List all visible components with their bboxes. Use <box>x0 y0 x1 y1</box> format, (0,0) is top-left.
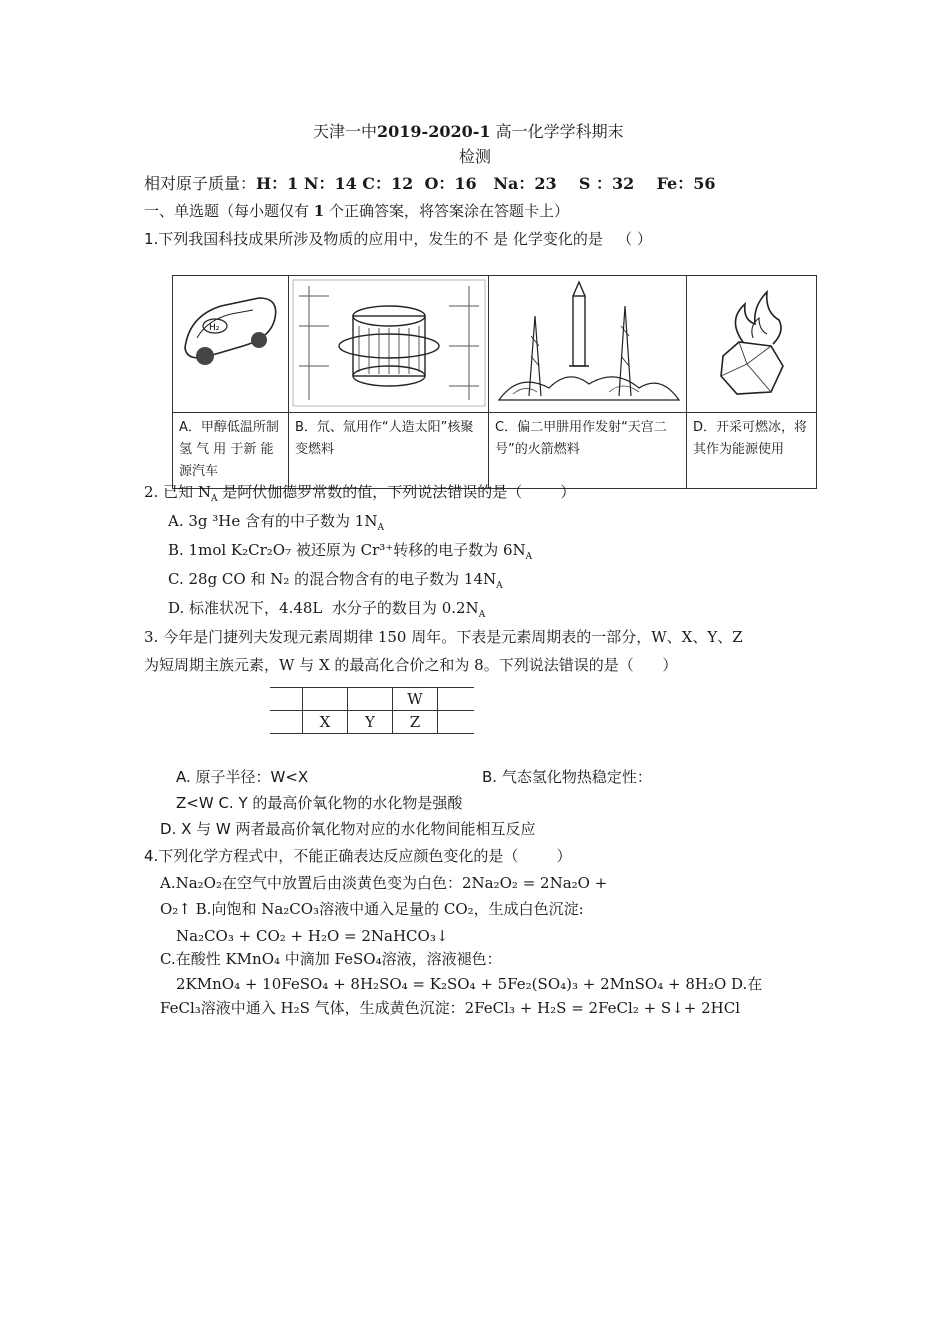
atomic-mass-label: 相对原子质量： <box>144 174 257 193</box>
q2-option-a-sub: A <box>377 523 384 533</box>
pt-cell <box>303 688 348 711</box>
section-text-c: 个正确答案，将答案涂在答题卡上） <box>324 202 569 220</box>
option-c-caption <box>489 412 687 488</box>
pt-cell-w: W <box>393 688 438 711</box>
q1-options-table <box>172 275 817 489</box>
option-b-picture <box>289 276 489 413</box>
option-b-text: B．氘、氚用作“人造太阳”核聚变燃料 <box>295 419 474 457</box>
pt-cell <box>270 711 303 734</box>
option-b-caption <box>289 412 489 488</box>
page-title <box>313 122 624 142</box>
q3-stem-line1: 3. 今年是门捷列夫发现元素周期律 150 周年。下表是元素周期表的一部分，W、X、Y、Z <box>144 628 743 646</box>
q4-line-6: FeCl₃溶液中通入 H₂S 气体，生成黄色沉淀：2FeCl₃ + H₂S = 2FeCl₂ + S↓+ 2HCl <box>160 999 741 1017</box>
option-d-text: D．开采可燃冰，将其作为能源使用 <box>693 419 808 457</box>
option-d-picture <box>687 276 817 413</box>
q2-stem-b: 是阿伏伽德罗常数的值，下列说法错误的是（ ） <box>217 483 576 501</box>
option-c-text: C．偏二甲肼用作发射“天宫二号”的火箭燃料 <box>495 419 667 457</box>
q2-option-d-sub: A <box>478 610 486 620</box>
title-subject: 高一化学学科期末 <box>490 122 624 141</box>
q4-line-2: O₂↑ B.向饱和 Na₂CO₃溶液中通入足量的 CO₂，生成白色沉淀: <box>160 900 584 918</box>
q2-option-d-text: D. 标准状况下，4.48L 水分子的数目为 0.2N <box>168 599 479 617</box>
q2-option-d <box>168 598 485 618</box>
option-d-caption <box>687 412 817 488</box>
option-a-text: A．甲醇低温所制 氢 气 用 于新 能源汽车 <box>179 419 279 479</box>
pt-cell <box>270 688 303 711</box>
atomic-mass-line <box>144 174 716 194</box>
pt-cell <box>348 688 393 711</box>
q2-option-b <box>168 540 532 560</box>
pt-cell-z: Z <box>393 711 438 734</box>
q2-option-b-sub: A <box>525 552 533 562</box>
title-year: 2019-2020-1 <box>377 122 491 141</box>
q2-option-a <box>168 511 384 531</box>
q2-stem-a: 2. 已知 N <box>144 483 211 501</box>
option-a-picture <box>173 276 289 413</box>
pt-cell-y: Y <box>348 711 393 734</box>
q3-option-b: B. 气态氢化物热稳定性： <box>482 768 652 786</box>
periodic-table-fragment <box>270 687 474 734</box>
section-text-a: 一、单选题（每小题仅有 <box>144 202 314 220</box>
q3-option-a: A. 原子半径：W<X <box>176 768 309 786</box>
q3-option-d: D. X 与 W 两者最高价氧化物对应的水化物间能相互反应 <box>160 820 536 838</box>
q2-option-c <box>168 569 503 589</box>
q2-stem-sub: A <box>210 494 218 504</box>
q2-option-b-text: B. 1mol K₂Cr₂O₇ 被还原为 Cr³⁺转移的电子数为 6N <box>168 541 526 559</box>
section-count: 1 <box>313 202 325 220</box>
pt-cell-x: X <box>303 711 348 734</box>
option-a-caption <box>173 412 289 488</box>
reactor-icon <box>289 276 489 410</box>
q4-line-4: C.在酸性 KMnO₄ 中滴加 FeSO₄溶液，溶液褪色： <box>160 950 502 968</box>
pt-cell <box>438 711 475 734</box>
q3-option-bc: Z<W C. Y 的最高价氧化物的水化物是强酸 <box>176 794 463 812</box>
q2-option-c-text: C. 28g CO 和 N₂ 的混合物含有的电子数为 14N <box>168 570 497 588</box>
option-c-picture <box>489 276 687 413</box>
pt-cell <box>438 688 475 711</box>
q4-line-5: 2KMnO₄ + 10FeSO₄ + 8H₂SO₄ = K₂SO₄ + 5Fe₂(SO₄)₃ + 2MnSO₄ + 8H₂O D.在 <box>176 975 763 993</box>
q4-line-3: Na₂CO₃ + CO₂ + H₂O = 2NaHCO₃↓ <box>176 927 449 945</box>
car-icon <box>173 276 289 410</box>
page-subtitle: 检测 <box>459 147 492 166</box>
svg-text:H₂: H₂ <box>209 323 220 333</box>
q4-line-1: A.Na₂O₂在空气中放置后由淡黄色变为白色：2Na₂O₂ = 2Na₂O + <box>160 874 608 892</box>
atomic-mass-values: H：1 N：14 C：12 O：16 Na：23 S ：32 Fe：56 <box>256 174 716 193</box>
rocket-icon <box>489 276 687 410</box>
q2-option-a-text: A. 3g ³He 含有的中子数为 1N <box>168 512 378 530</box>
q3-stem-line2: 为短周期主族元素，W 与 X 的最高化合价之和为 8。下列说法错误的是（ ） <box>144 656 678 674</box>
title-school: 天津一中 <box>313 122 378 141</box>
q2-option-c-sub: A <box>496 581 503 591</box>
q2-stem <box>144 482 575 502</box>
q1-stem: 1.下列我国科技成果所涉及物质的应用中，发生的不 是 化学变化的是 （ ） <box>144 230 652 248</box>
q4-stem: 4.下列化学方程式中，不能正确表达反应颜色变化的是（ ） <box>144 847 572 865</box>
flame-ice-icon <box>687 276 817 410</box>
section-heading <box>144 201 569 221</box>
